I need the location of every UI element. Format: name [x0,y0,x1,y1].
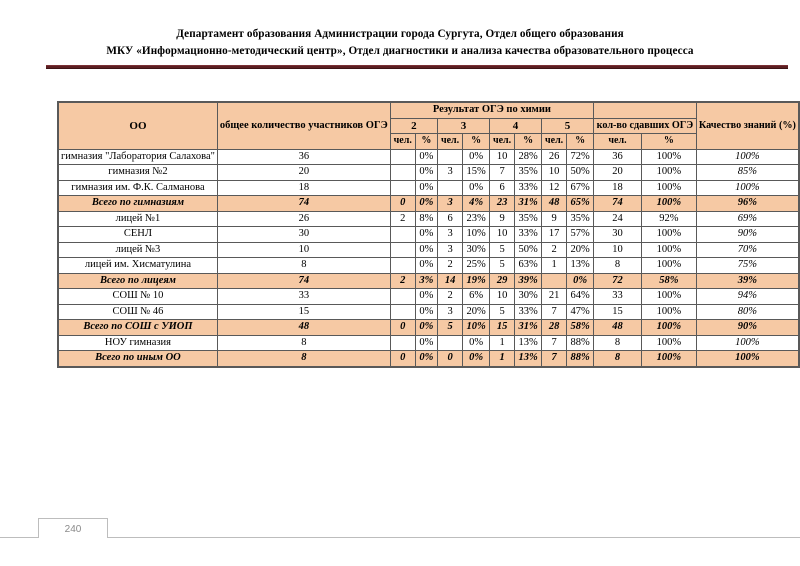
cell-pn: 33 [594,289,642,305]
cell-g5n: 28 [542,320,567,336]
cell-qual: 90% [696,227,799,243]
cell-qual: 75% [696,258,799,274]
cell-g3n: 3 [438,227,463,243]
cell-g3p: 20% [463,304,490,320]
table-row [58,351,799,367]
cell-g4n: 10 [490,289,515,305]
cell-g5p: 20% [567,242,594,258]
cell-g3p: 10% [463,227,490,243]
cell-g2n [390,335,415,351]
cell-pn: 74 [594,196,642,212]
table-row [58,335,799,351]
cell-g2p: 0% [415,351,437,367]
table-row [58,304,799,320]
document-header [0,26,800,60]
cell-pn: 20 [594,165,642,181]
cell-g5p: 0% [567,273,594,289]
cell-g4n: 7 [490,165,515,181]
row-label: НОУ гимназия [58,335,217,351]
cell-g4p: 33% [515,180,542,196]
cell-g2n [390,180,415,196]
cell-pp: 100% [641,242,696,258]
col-header-g5-percent: % [567,134,594,150]
cell-total: 48 [217,320,390,336]
cell-g5p: 88% [567,351,594,367]
cell-g4n: 10 [490,149,515,165]
cell-g2p: 0% [415,180,437,196]
cell-g3n [438,335,463,351]
footer-divider [0,537,800,538]
row-label: СОШ № 10 [58,289,217,305]
row-label: гимназия "Лаборатория Салахова" [58,149,217,165]
cell-g3n: 3 [438,242,463,258]
cell-g2p: 0% [415,227,437,243]
cell-g5p: 47% [567,304,594,320]
cell-qual: 94% [696,289,799,305]
cell-pn: 15 [594,304,642,320]
cell-g2p: 0% [415,335,437,351]
row-label: Всего по иным ОО [58,351,217,367]
row-label: Всего по лицеям [58,273,217,289]
cell-total: 20 [217,165,390,181]
cell-pn: 18 [594,180,642,196]
col-header-passed-spacer [594,102,697,118]
table-head [58,102,799,149]
cell-g3p: 19% [463,273,490,289]
cell-total: 30 [217,227,390,243]
col-header-grade-3: 3 [438,118,490,134]
col-header-total-participants: общее количество участников ОГЭ [217,102,390,149]
cell-pp: 100% [641,180,696,196]
cell-g4p: 50% [515,242,542,258]
cell-g2p: 3% [415,273,437,289]
row-label: лицей им. Хисматулина [58,258,217,274]
cell-g5p: 35% [567,211,594,227]
cell-g5p: 57% [567,227,594,243]
table-row [58,196,799,212]
cell-pn: 8 [594,258,642,274]
cell-g2n [390,304,415,320]
cell-pp: 92% [641,211,696,227]
cell-g4n: 9 [490,211,515,227]
table-row [58,242,799,258]
cell-g4p: 30% [515,289,542,305]
col-header-oo: ОО [58,102,217,149]
cell-g5p: 13% [567,258,594,274]
row-label: СЕНЛ [58,227,217,243]
cell-g4p: 63% [515,258,542,274]
cell-pp: 100% [641,149,696,165]
cell-g2p: 0% [415,149,437,165]
cell-total: 18 [217,180,390,196]
cell-g5p: 64% [567,289,594,305]
cell-g5n: 2 [542,242,567,258]
table-row [58,289,799,305]
cell-g3n: 3 [438,165,463,181]
col-header-quality: Качество знаний (%) [696,102,799,149]
cell-g3n: 2 [438,289,463,305]
ogeh-results-table [57,101,800,368]
table-row [58,165,799,181]
cell-g3n: 3 [438,196,463,212]
cell-g3n: 2 [438,258,463,274]
cell-g2n: 2 [390,273,415,289]
cell-pp: 58% [641,273,696,289]
cell-g3n: 0 [438,351,463,367]
row-label: СОШ № 46 [58,304,217,320]
cell-pp: 100% [641,304,696,320]
cell-g3n: 14 [438,273,463,289]
cell-g2n: 2 [390,211,415,227]
table-row [58,149,799,165]
cell-g4n: 5 [490,258,515,274]
cell-g5n: 17 [542,227,567,243]
cell-pn: 72 [594,273,642,289]
cell-total: 36 [217,149,390,165]
cell-g5n: 7 [542,304,567,320]
cell-g4p: 33% [515,227,542,243]
cell-g2n [390,258,415,274]
cell-pp: 100% [641,289,696,305]
cell-g4n: 6 [490,180,515,196]
table-row [58,258,799,274]
cell-qual: 90% [696,320,799,336]
cell-pn: 30 [594,227,642,243]
cell-total: 8 [217,351,390,367]
col-header-g4-people: чел. [490,134,515,150]
row-label: лицей №3 [58,242,217,258]
col-header-grade-2: 2 [390,118,437,134]
cell-g4p: 31% [515,196,542,212]
table-body [58,149,799,367]
results-table-wrapper [57,101,800,368]
cell-pp: 100% [641,258,696,274]
cell-pn: 8 [594,351,642,367]
cell-g5p: 67% [567,180,594,196]
cell-g3p: 0% [463,180,490,196]
col-header-g2-percent: % [415,134,437,150]
cell-total: 74 [217,196,390,212]
cell-g3p: 10% [463,320,490,336]
cell-total: 8 [217,258,390,274]
cell-g5p: 58% [567,320,594,336]
cell-pn: 8 [594,335,642,351]
cell-g2p: 0% [415,304,437,320]
cell-g3p: 0% [463,335,490,351]
cell-g4p: 35% [515,165,542,181]
cell-g3p: 23% [463,211,490,227]
cell-g4p: 28% [515,149,542,165]
row-label: лицей №1 [58,211,217,227]
cell-g4p: 13% [515,351,542,367]
cell-g4n: 5 [490,304,515,320]
cell-g5n: 1 [542,258,567,274]
cell-g2p: 0% [415,165,437,181]
row-label: Всего по СОШ с УИОП [58,320,217,336]
cell-qual: 39% [696,273,799,289]
cell-g2n [390,289,415,305]
cell-g2n [390,242,415,258]
cell-g2p: 0% [415,258,437,274]
cell-total: 15 [217,304,390,320]
cell-g5p: 72% [567,149,594,165]
cell-g5n: 7 [542,335,567,351]
cell-pp: 100% [641,196,696,212]
cell-total: 33 [217,289,390,305]
cell-g3p: 30% [463,242,490,258]
table-row [58,211,799,227]
cell-g5n: 48 [542,196,567,212]
header-row-1 [58,102,799,118]
cell-g3p: 25% [463,258,490,274]
row-label: Всего по гимназиям [58,196,217,212]
cell-g2p: 8% [415,211,437,227]
cell-total: 10 [217,242,390,258]
cell-total: 74 [217,273,390,289]
cell-pn: 36 [594,149,642,165]
cell-g2n: 0 [390,351,415,367]
cell-g4p: 31% [515,320,542,336]
cell-g4p: 39% [515,273,542,289]
cell-g5p: 88% [567,335,594,351]
cell-g4n: 5 [490,242,515,258]
cell-g2p: 0% [415,196,437,212]
cell-g3p: 4% [463,196,490,212]
cell-qual: 96% [696,196,799,212]
cell-g4p: 33% [515,304,542,320]
cell-g3n: 3 [438,304,463,320]
cell-g4n: 29 [490,273,515,289]
col-header-g2-people: чел. [390,134,415,150]
col-header-g3-people: чел. [438,134,463,150]
table-row [58,180,799,196]
cell-g5p: 65% [567,196,594,212]
cell-pp: 100% [641,335,696,351]
col-header-g4-percent: % [515,134,542,150]
col-header-g3-percent: % [463,134,490,150]
cell-pp: 100% [641,165,696,181]
cell-g4n: 1 [490,335,515,351]
col-header-result-title: Результат ОГЭ по химии [390,102,593,118]
col-header-passed-people: чел. [594,134,642,150]
cell-pn: 48 [594,320,642,336]
cell-qual: 100% [696,351,799,367]
cell-g2p: 0% [415,320,437,336]
cell-g4n: 10 [490,227,515,243]
cell-g2p: 0% [415,242,437,258]
col-header-passed-percent: % [641,134,696,150]
cell-g2n [390,149,415,165]
page-number: 240 [64,524,82,535]
cell-g4n: 15 [490,320,515,336]
cell-total: 26 [217,211,390,227]
cell-pp: 100% [641,320,696,336]
table-row [58,320,799,336]
cell-g5n [542,273,567,289]
col-header-passed: кол-во сдавших ОГЭ [594,118,697,134]
cell-pn: 10 [594,242,642,258]
cell-g5n: 9 [542,211,567,227]
col-header-grade-4: 4 [490,118,542,134]
cell-g3n: 6 [438,211,463,227]
cell-g5n: 21 [542,289,567,305]
col-header-grade-5: 5 [542,118,594,134]
header-line-1: Департамент образования Администрации города Сургута, Отдел общего образования [176,28,624,40]
cell-g3p: 15% [463,165,490,181]
cell-g2n [390,165,415,181]
cell-qual: 69% [696,211,799,227]
cell-pn: 24 [594,211,642,227]
table-row [58,227,799,243]
cell-g5n: 26 [542,149,567,165]
cell-qual: 70% [696,242,799,258]
cell-pp: 100% [641,227,696,243]
row-label: гимназия №2 [58,165,217,181]
cell-total: 8 [217,335,390,351]
cell-g5p: 50% [567,165,594,181]
cell-g2n: 0 [390,196,415,212]
cell-g3n: 5 [438,320,463,336]
cell-g3n [438,149,463,165]
cell-g5n: 10 [542,165,567,181]
row-label: гимназия им. Ф.К. Салманова [58,180,217,196]
cell-g5n: 12 [542,180,567,196]
cell-g4n: 23 [490,196,515,212]
cell-g3p: 6% [463,289,490,305]
table-row [58,273,799,289]
cell-qual: 100% [696,180,799,196]
cell-g5n: 7 [542,351,567,367]
cell-g3n [438,180,463,196]
header-divider-rule [46,65,788,69]
header-line-2: МКУ «Информационно-методический центр», Отдел диагностики и анализа качества образовательного процесса [106,45,694,57]
cell-g2p: 0% [415,289,437,305]
cell-g4p: 13% [515,335,542,351]
cell-qual: 100% [696,149,799,165]
cell-qual: 80% [696,304,799,320]
cell-g3p: 0% [463,351,490,367]
cell-qual: 100% [696,335,799,351]
cell-g4p: 35% [515,211,542,227]
cell-pp: 100% [641,351,696,367]
cell-qual: 85% [696,165,799,181]
col-header-g5-people: чел. [542,134,567,150]
cell-g3p: 0% [463,149,490,165]
cell-g2n [390,227,415,243]
cell-g2n: 0 [390,320,415,336]
cell-g4n: 1 [490,351,515,367]
